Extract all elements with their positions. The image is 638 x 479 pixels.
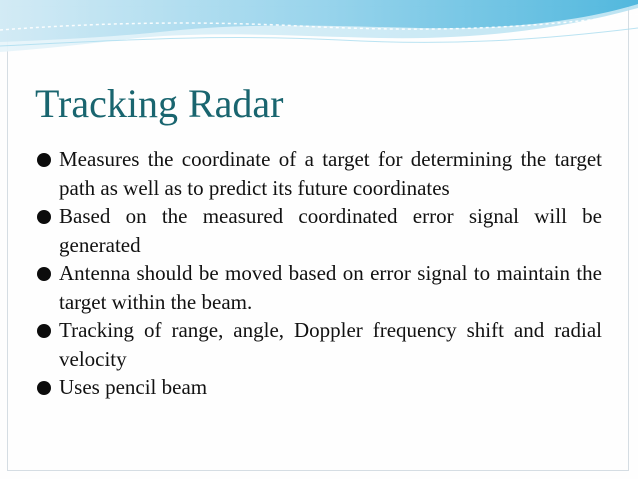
bullet-dot-icon [37,267,51,281]
slide-title: Tracking Radar [35,81,284,126]
bullet-text: Uses pencil beam [59,375,208,399]
bullet-dot-icon [37,381,51,395]
bullet-dot-icon [37,210,51,224]
bullet-item [35,373,602,402]
bullet-item [35,259,602,316]
bullet-list [35,145,602,402]
bullet-text: Measures the coordinate of a target for determining the target path as well as to predict its future coordinates [59,147,602,200]
bullet-text: Tracking of range, angle, Doppler frequency shift and radial velocity [59,318,602,371]
bullet-text: Based on the measured coordinated error signal will be generated [59,204,602,257]
bullet-item [35,316,602,373]
bullet-item [35,202,602,259]
wave-header-decoration [0,0,638,60]
bullet-item [35,145,602,202]
bullet-dot-icon [37,153,51,167]
bullet-text: Antenna should be moved based on error signal to maintain the target within the beam. [59,261,602,314]
bullet-dot-icon [37,324,51,338]
